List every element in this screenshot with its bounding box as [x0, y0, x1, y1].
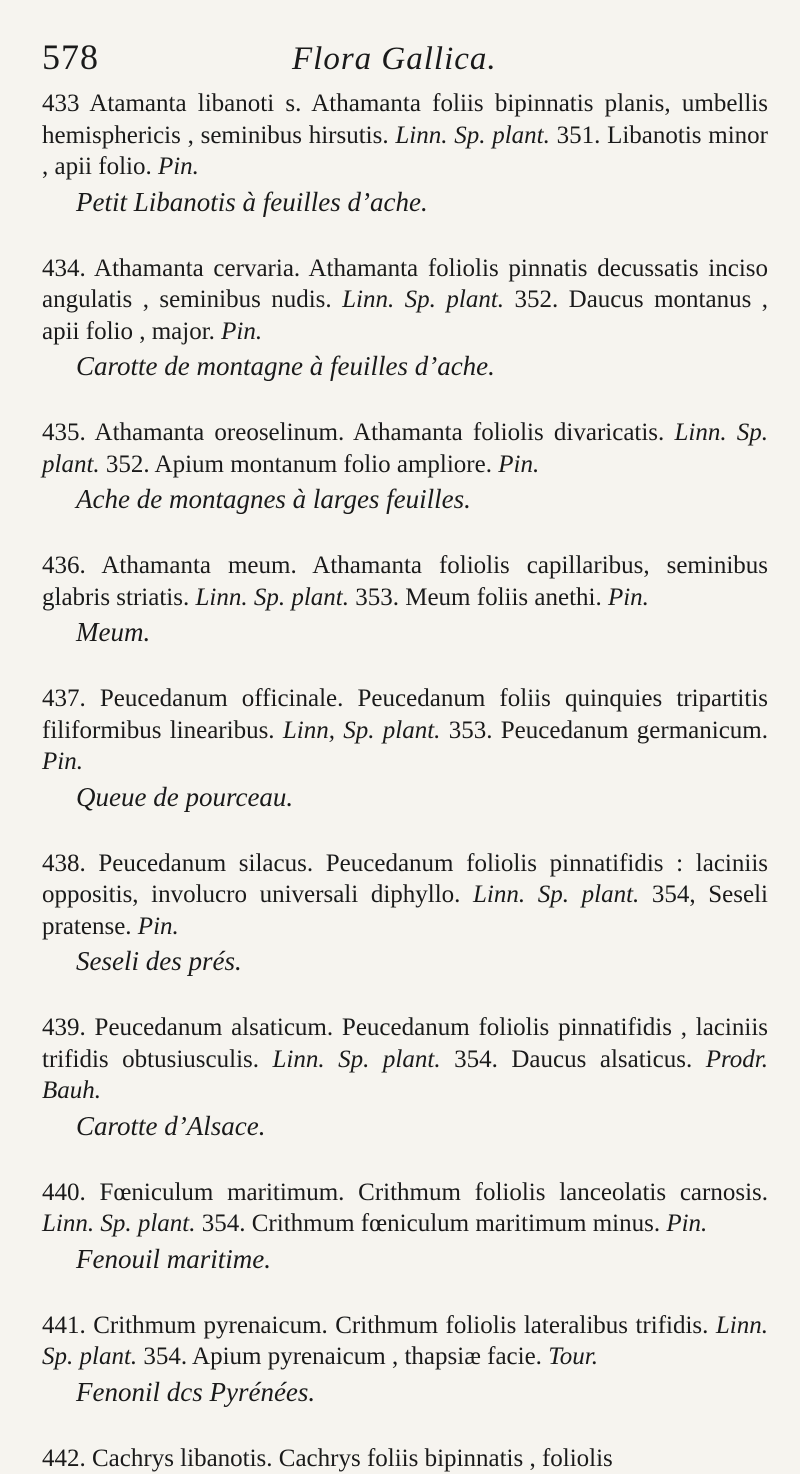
latin-description: 439. Peucedanum alsaticum. Peucedanum foliolis pinnatifidis , laciniis trifidis obtusiusculis. Linn. Sp. plant. 354. Daucus alsaticus. Prodr. Bauh.	[42, 1012, 768, 1107]
species-entry	[42, 88, 768, 219]
species-entry	[42, 683, 768, 814]
citation: Prodr. Bauh.	[42, 1046, 768, 1105]
trailing-entry-line: 442. Cachrys libanotis. Cachrys foliis bipinnatis , foliolis	[42, 1443, 768, 1474]
french-name: Carotte d’Alsace.	[76, 1109, 768, 1143]
citation: Linn. Sp. plant.	[273, 1046, 441, 1073]
citation: Linn. Sp. plant.	[395, 122, 549, 149]
species-entry	[42, 1177, 768, 1276]
page-number: 578	[42, 36, 292, 78]
page-header	[42, 36, 768, 88]
latin-description: 433 Atamanta libanoti s. Athamanta foliis bipinnatis planis, umbellis hemisphericis , seminibus hirsutis. Linn. Sp. plant. 351. Libanotis minor , apii folio. Pin.	[42, 88, 768, 183]
citation: Tour.	[548, 1343, 598, 1370]
latin-description: 436. Athamanta meum. Athamanta foliolis capillaribus, seminibus glabris striatis. Linn. Sp. plant. 353. Meum foliis anethi. Pin.	[42, 550, 768, 613]
french-name: Ache de montagnes à larges feuilles.	[76, 482, 768, 516]
citation: Linn. Sp. plant.	[195, 584, 349, 611]
citation: Pin.	[138, 913, 179, 940]
citation: Pin.	[42, 748, 83, 775]
french-name: Meum.	[76, 615, 768, 649]
french-name: Seseli des prés.	[76, 944, 768, 978]
latin-description: 434. Athamanta cervaria. Athamanta foliolis pinnatis decussatis inciso angulatis , seminibus nudis. Linn. Sp. plant. 352. Daucus montanus , apii folio , major. Pin.	[42, 253, 768, 348]
species-entry	[42, 848, 768, 979]
citation: Pin.	[158, 153, 199, 180]
french-name: Fenonil dcs Pyrénées.	[76, 1375, 768, 1409]
french-name: Carotte de montagne à feuilles d’ache.	[76, 349, 768, 383]
citation: Linn. Sp. plant.	[42, 1210, 196, 1237]
citation: Pin.	[221, 318, 262, 345]
citation: Pin.	[666, 1210, 707, 1237]
species-entry	[42, 1012, 768, 1143]
species-entry	[42, 253, 768, 384]
species-entry	[42, 417, 768, 516]
species-entry	[42, 1310, 768, 1409]
latin-description: 440. Fœniculum maritimum. Crithmum foliolis lanceolatis carnosis. Linn. Sp. plant. 354. Crithmum fœniculum maritimum minus. Pin.	[42, 1177, 768, 1240]
latin-description: 435. Athamanta oreoselinum. Athamanta foliolis divaricatis. Linn. Sp. plant. 352. Apium montanum folio ampliore. Pin.	[42, 417, 768, 480]
french-name: Petit Libanotis à feuilles d’ache.	[76, 185, 768, 219]
citation: Linn, Sp. plant.	[283, 717, 441, 744]
french-name: Queue de pourceau.	[76, 780, 768, 814]
latin-description: 441. Crithmum pyrenaicum. Crithmum foliolis lateralibus trifidis. Linn. Sp. plant. 354. Apium pyrenaicum , thapsiæ facie. Tour.	[42, 1310, 768, 1373]
citation: Linn. Sp. plant.	[342, 286, 504, 313]
citation: Linn. Sp. plant.	[473, 881, 639, 908]
citation: Linn. Sp. plant.	[42, 419, 768, 478]
running-title: Flora Gallica.	[292, 41, 497, 78]
species-entry	[42, 550, 768, 649]
french-name: Fenouil maritime.	[76, 1242, 768, 1276]
citation: Pin.	[498, 451, 539, 478]
latin-description: 437. Peucedanum officinale. Peucedanum foliis quinquies tripartitis filiformibus linearibus. Linn, Sp. plant. 353. Peucedanum germanicum. Pin.	[42, 683, 768, 778]
citation: Linn. Sp. plant.	[42, 1312, 768, 1371]
latin-description: 438. Peucedanum silacus. Peucedanum foliolis pinnatifidis : laciniis oppositis, involucro universali diphyllo. Linn. Sp. plant. 354, Seseli pratense. Pin.	[42, 848, 768, 943]
citation: Pin.	[608, 584, 649, 611]
